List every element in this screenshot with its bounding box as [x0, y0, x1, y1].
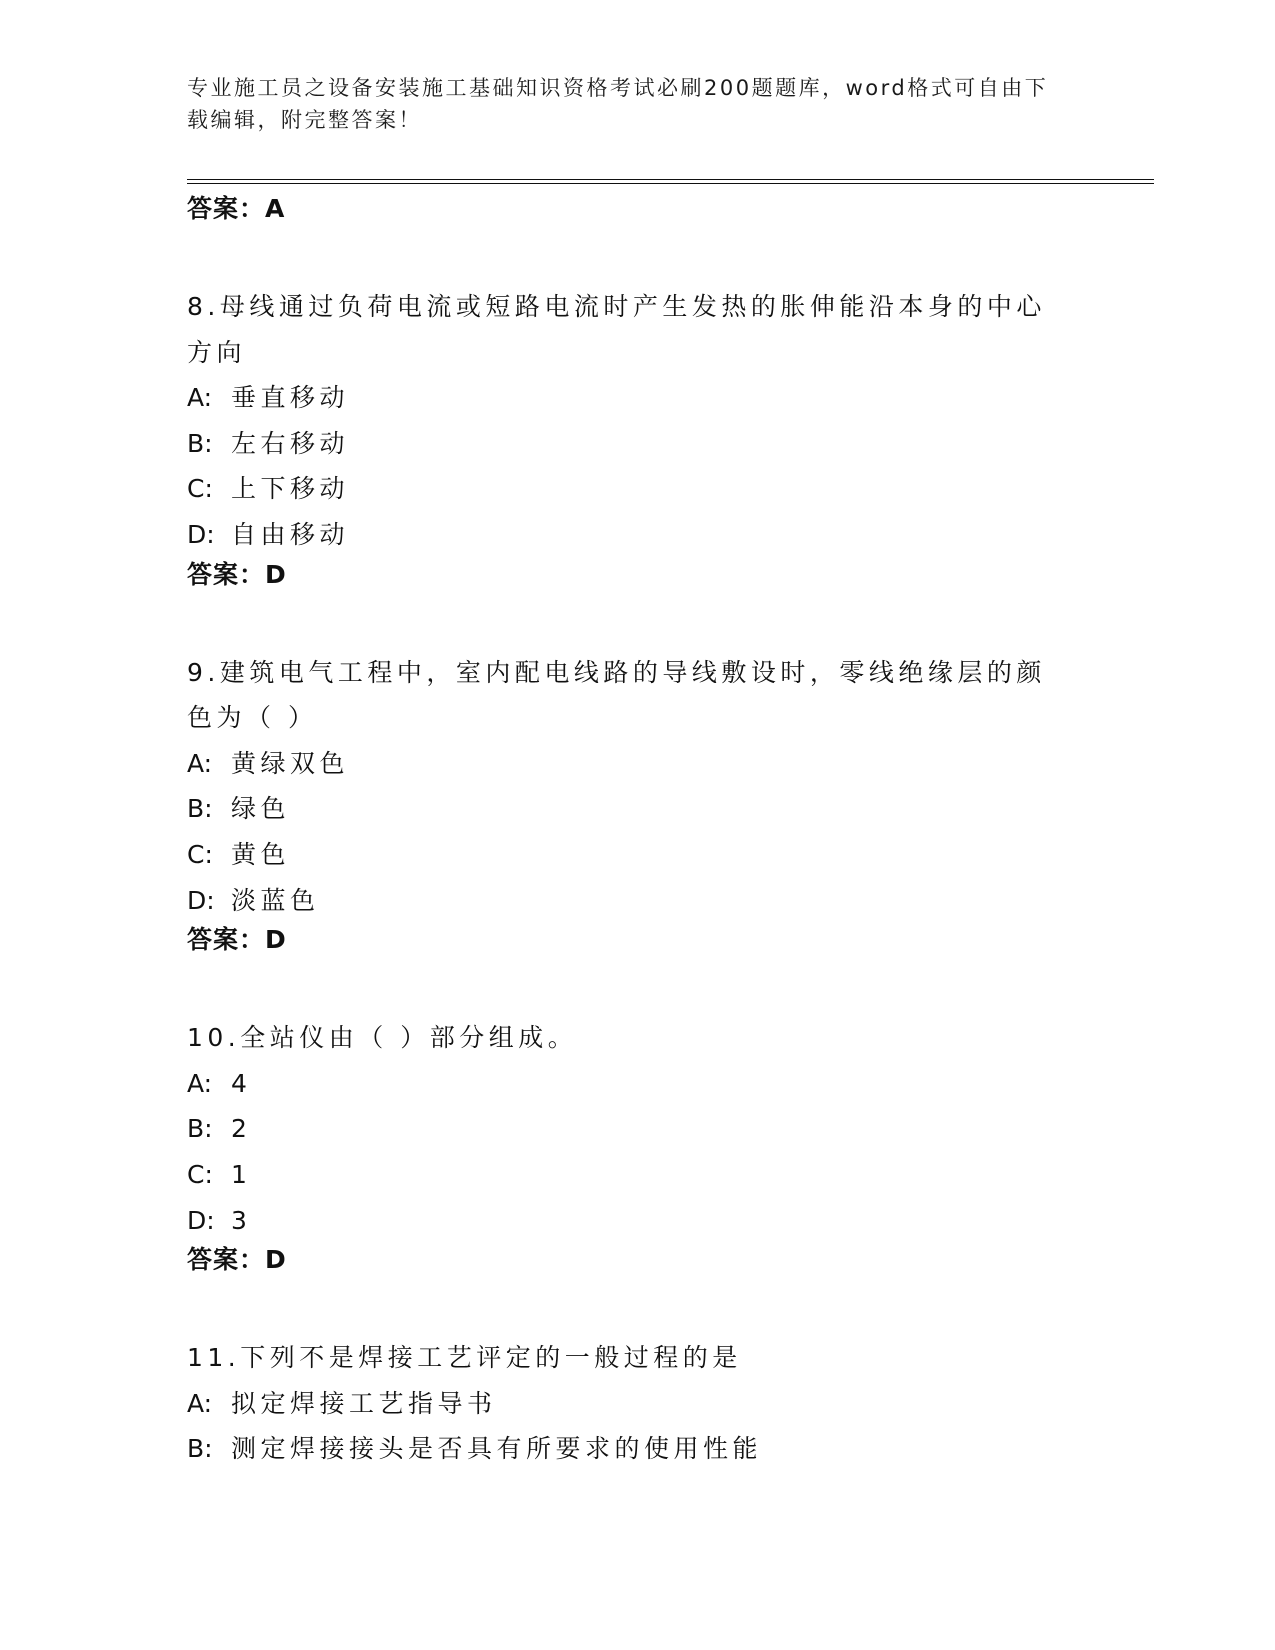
option-key: B: — [187, 794, 213, 824]
option-text: 4 — [231, 1068, 252, 1098]
option-key: B: — [187, 1114, 213, 1144]
option-text: 3 — [231, 1205, 252, 1235]
spacer — [187, 604, 1087, 650]
header-divider-top — [187, 179, 1154, 180]
option-text: 自由移动 — [231, 519, 350, 549]
option-key: B: — [187, 1434, 213, 1464]
question-block — [187, 284, 1087, 604]
option-key: A: — [187, 383, 213, 413]
header-divider-bottom — [187, 183, 1154, 184]
option-a — [187, 375, 1087, 421]
option-c — [187, 466, 1087, 512]
option-b — [187, 421, 1087, 467]
option-text: 垂直移动 — [231, 383, 350, 413]
answer-line: 答案：D — [187, 559, 287, 589]
question-list — [187, 192, 1087, 1472]
question-block — [187, 1015, 1087, 1289]
option-text: 1 — [231, 1159, 252, 1189]
spacer — [187, 238, 1087, 284]
option-b — [187, 786, 1087, 832]
option-text: 左右移动 — [231, 428, 350, 458]
option-key: C: — [187, 474, 213, 504]
option-text: 黄绿双色 — [231, 748, 350, 778]
previous-answer: 答案：A — [187, 194, 286, 223]
question-block — [187, 1335, 1087, 1472]
question-text: 11.下列不是焊接工艺评定的一般过程的是 — [187, 1343, 742, 1373]
question-text: 10.全站仪由（ ）部分组成。 — [187, 1023, 578, 1053]
question-block — [187, 650, 1087, 970]
option-a — [187, 1381, 1087, 1427]
option-key: C: — [187, 839, 213, 869]
option-a — [187, 1061, 1087, 1107]
option-key: D: — [187, 519, 215, 549]
answer-line: 答案：D — [187, 925, 287, 955]
option-d — [187, 878, 1087, 924]
option-key: D: — [187, 885, 215, 915]
option-d — [187, 512, 1087, 558]
option-c — [187, 832, 1087, 878]
question-text: 9.建筑电气工程中，室内配电线路的导线敷设时，零线绝缘层的颜色为（ ） — [187, 657, 1046, 733]
option-text: 上下移动 — [231, 474, 350, 504]
answer-line: 答案：D — [187, 1245, 287, 1275]
option-key: C: — [187, 1159, 213, 1189]
option-d — [187, 1198, 1087, 1244]
document-header-title: 专业施工员之设备安装施工基础知识资格考试必刷200题题库，word格式可自由下载编辑，附完整答案！ — [187, 76, 1049, 132]
option-text: 淡蓝色 — [231, 885, 320, 915]
option-text: 测定焊接接头是否具有所要求的使用性能 — [231, 1434, 763, 1464]
option-a — [187, 741, 1087, 787]
option-key: B: — [187, 428, 213, 458]
option-key: A: — [187, 1068, 213, 1098]
option-c — [187, 1152, 1087, 1198]
option-b — [187, 1426, 1087, 1472]
option-key: D: — [187, 1205, 215, 1235]
spacer — [187, 969, 1087, 1015]
option-text: 2 — [231, 1114, 252, 1144]
option-key: A: — [187, 1388, 213, 1418]
option-b — [187, 1106, 1087, 1152]
option-text: 黄色 — [231, 839, 291, 869]
question-text: 8.母线通过负荷电流或短路电流时产生发热的胀伸能沿本身的中心方向 — [187, 292, 1046, 367]
option-text: 绿色 — [231, 794, 291, 824]
option-key: A: — [187, 748, 213, 778]
option-text: 拟定焊接工艺指导书 — [231, 1388, 497, 1418]
spacer — [187, 1289, 1087, 1335]
